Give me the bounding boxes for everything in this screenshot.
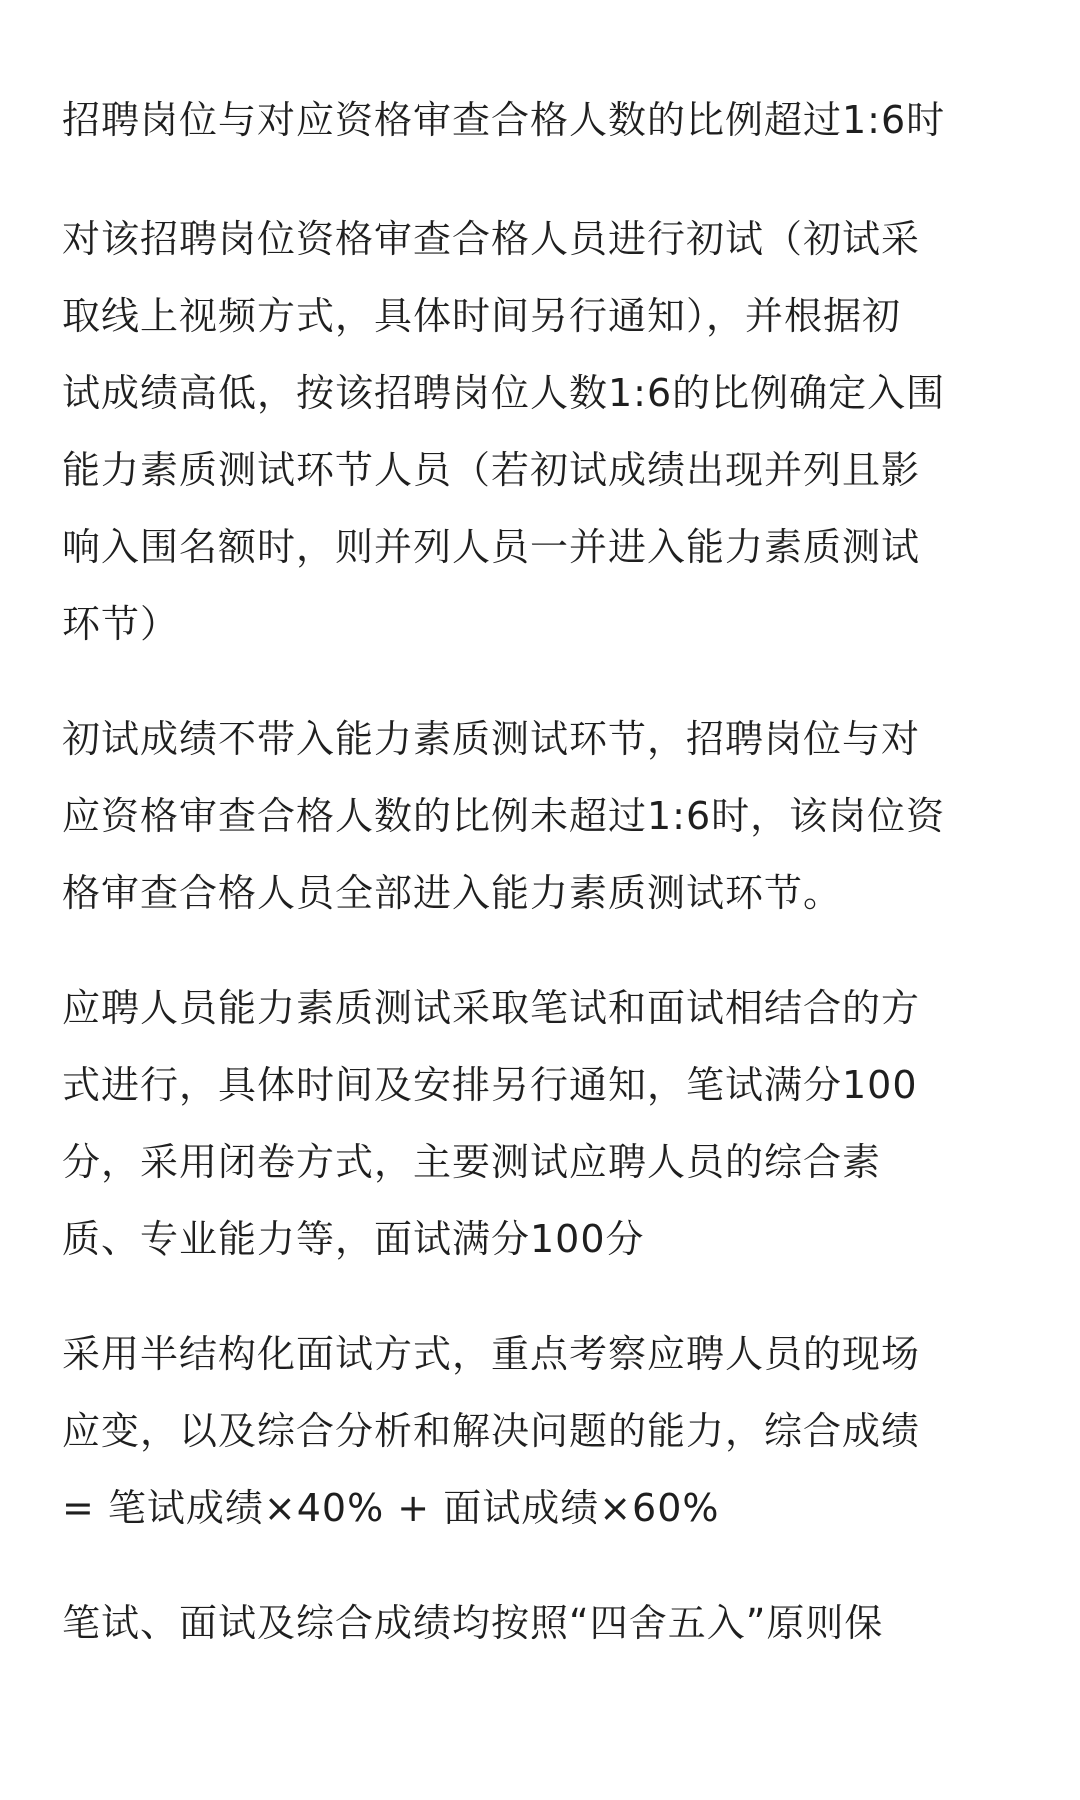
paragraph-ability-test <box>62 970 1022 1278</box>
text-line: 格审查合格人员全部进入能力素质测试环节。 <box>62 871 843 915</box>
text-line: 初试成绩不带入能力素质测试环节，招聘岗位与对 <box>62 717 921 761</box>
article-body <box>62 82 1022 1700</box>
text-line: 对该招聘岗位资格审查合格人员进行初试（初试采 <box>62 217 921 261</box>
text-line: 笔试、面试及综合成绩均按照“四舍五入”原则保 <box>62 1601 884 1645</box>
text-line: 质、专业能力等，面试满分100分 <box>62 1217 645 1261</box>
text-line: 式进行，具体时间及安排另行通知，笔试满分100 <box>62 1063 918 1107</box>
paragraph-interview-method <box>62 1316 1022 1547</box>
text-line: 试成绩高低，按该招聘岗位人数1:6的比例确定入围 <box>62 371 946 415</box>
text-line: = 笔试成绩×40% + 面试成绩×60% <box>62 1486 720 1530</box>
text-line: 应聘人员能力素质测试采取笔试和面试相结合的方 <box>62 986 921 1030</box>
text-line: 环节） <box>62 602 180 646</box>
text-line: 能力素质测试环节人员（若初试成绩出现并列且影 <box>62 448 921 492</box>
paragraph-score-carryover <box>62 701 1022 932</box>
paragraph-rounding-rule <box>62 1585 1022 1662</box>
text-line: 取线上视频方式，具体时间另行通知），并根据初 <box>62 294 902 338</box>
text-line: 采用半结构化面试方式，重点考察应聘人员的现场 <box>62 1332 921 1376</box>
paragraph-preliminary-test <box>62 201 1022 663</box>
text-line: 应资格审查合格人数的比例未超过1:6时，该岗位资 <box>62 794 946 838</box>
text-line: 招聘岗位与对应资格审查合格人数的比例超过1:6时 <box>62 98 946 142</box>
paragraph-ratio-condition <box>62 82 1022 159</box>
text-line: 应变，以及综合分析和解决问题的能力，综合成绩 <box>62 1409 921 1453</box>
text-line: 分，采用闭卷方式，主要测试应聘人员的综合素 <box>62 1140 882 1184</box>
text-line: 响入围名额时，则并列人员一并进入能力素质测试 <box>62 525 921 569</box>
